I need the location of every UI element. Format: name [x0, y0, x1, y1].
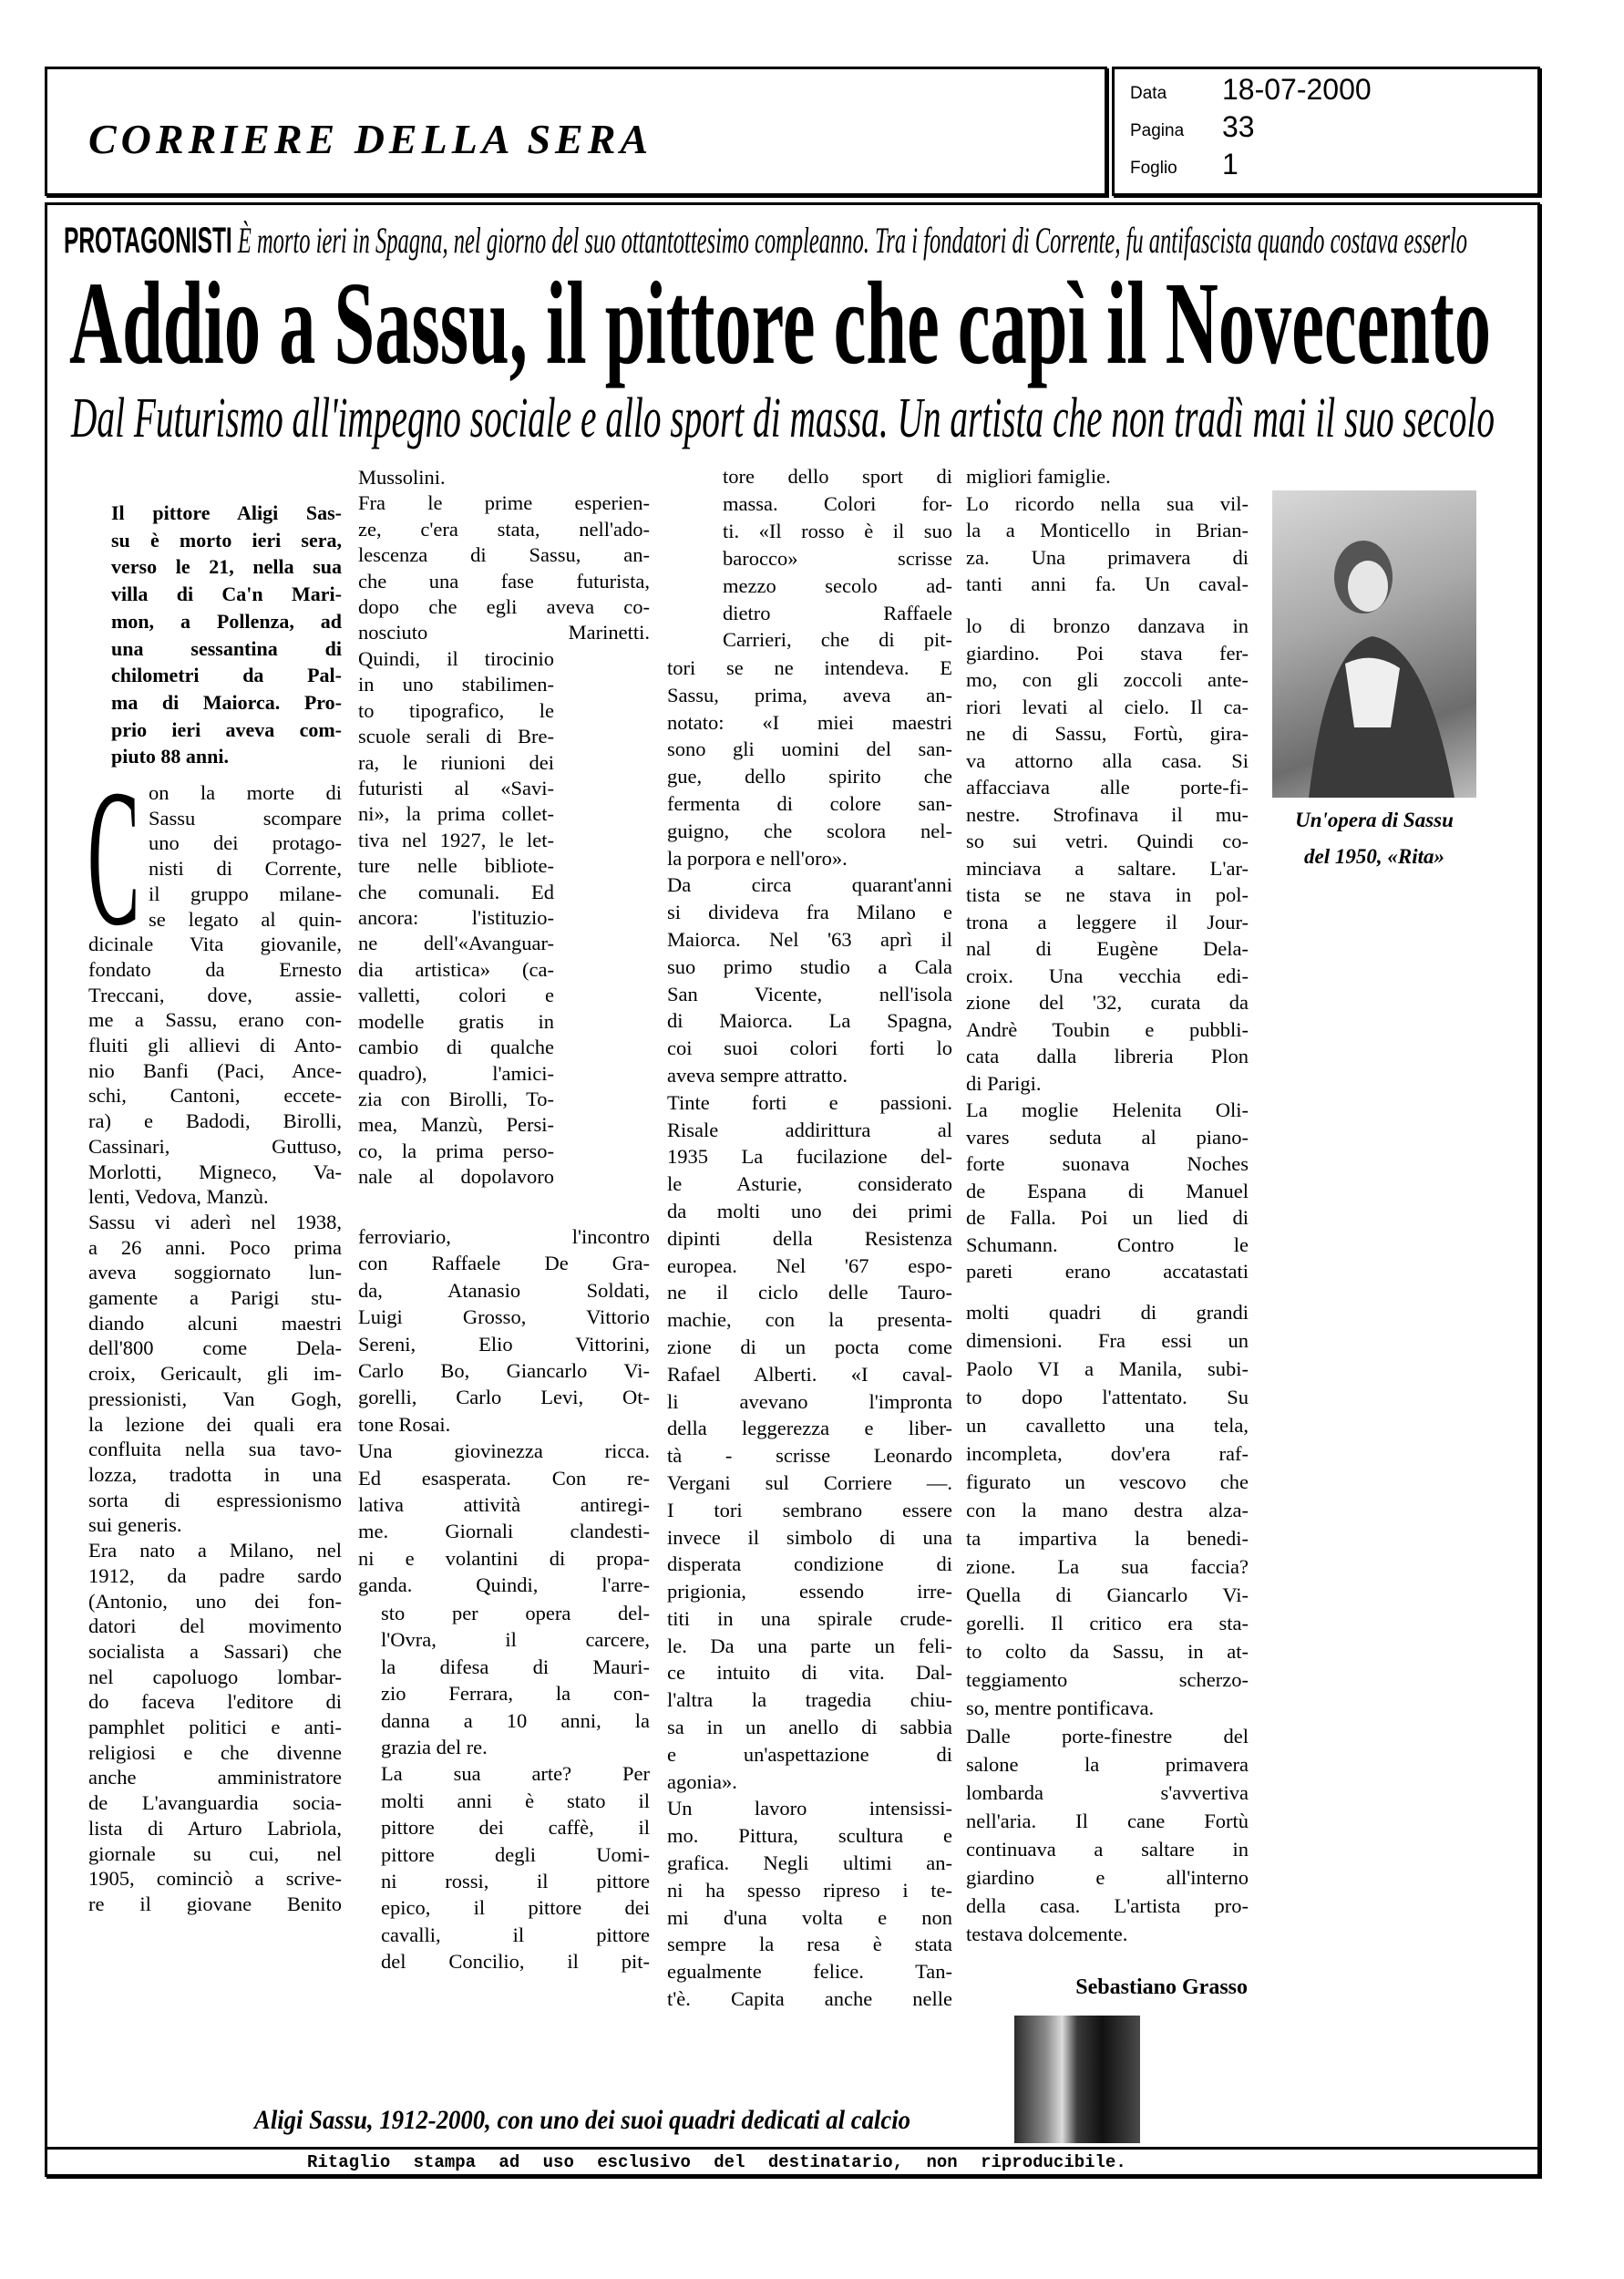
text-line: in uno stabilimen-: [358, 673, 554, 696]
text-line: dietro Raffaele: [723, 601, 952, 624]
text-line: dell'800 come Dela-: [88, 1336, 342, 1360]
text-line: della leggerezza e liber-: [667, 1417, 952, 1440]
text-line: mezzo secolo ad-: [723, 573, 952, 597]
text-line: mi d'una volta e non: [667, 1905, 952, 1929]
text-line: de Falla. Poi un lied di: [966, 1206, 1249, 1229]
text-column-col2b: [358, 646, 554, 1191]
text-line: ne dell'«Avanguar-: [358, 932, 554, 955]
text-line: egualmente felice. Tan-: [667, 1960, 952, 1984]
text-line: nisti di Corrente,: [149, 857, 342, 881]
text-line: l'altra la tragedia chiu-: [667, 1688, 952, 1712]
text-line: forte suonava Noches: [966, 1152, 1249, 1175]
text-line: da, Atanasio Soldati,: [358, 1278, 650, 1302]
date-label: Data: [1130, 84, 1167, 103]
text-line: de L'avanguardia socia-: [88, 1791, 342, 1815]
text-line: trona a leggere il Jour-: [966, 910, 1249, 933]
text-line: lescenza di Sassu, an-: [358, 543, 650, 567]
text-line: ta impartiva la benedi-: [966, 1527, 1249, 1550]
text-line: verso le 21, nella sua: [111, 555, 342, 579]
text-line: tiva nel 1927, le let-: [358, 828, 554, 851]
text-line: pittore degli Uomi-: [381, 1842, 650, 1866]
text-line: San Vicente, nell'isola: [667, 982, 952, 1005]
text-line: La moglie Helenita Oli-: [966, 1098, 1249, 1121]
text-line: giornale su cui, nel: [88, 1841, 342, 1865]
text-line: Andrè Toubin e pubbli-: [966, 1017, 1249, 1041]
text-line: minciava a saltare. L'ar-: [966, 856, 1249, 880]
text-line: vares seduta al piano-: [966, 1125, 1249, 1149]
text-line: Morlotti, Migneco, Va-: [88, 1160, 342, 1183]
text-line: fermenta di colore san-: [667, 791, 952, 815]
text-line: ma di Maiorca. Pro-: [111, 690, 342, 714]
subtitle-text: Dal Futurismo all'impegno sociale e allo sport di massa. Un artista che non tradì mai il suo secolo: [71, 387, 1495, 449]
text-line: aveva sempre attratto.: [667, 1063, 848, 1087]
text-line: on la morte di: [149, 781, 342, 804]
text-line: figurato un vescovo che: [966, 1470, 1249, 1493]
text-line: giardino. Poi stava fer-: [966, 641, 1249, 665]
text-line: ra) e Badodi, Birolli,: [88, 1109, 342, 1133]
text-line: co, la prima perso-: [358, 1139, 554, 1162]
text-line: ra, le riunioni dei: [358, 750, 554, 774]
text-line: pressionisti, Van Gogh,: [88, 1387, 342, 1410]
text-line: anche amministratore: [88, 1766, 342, 1789]
text-line: to colto da Sassu, in at-: [966, 1640, 1249, 1663]
text-line: machie, con la presenta-: [667, 1308, 952, 1332]
text-column-col4a: [966, 463, 1249, 598]
artist-photo: [1014, 2016, 1140, 2143]
text-line: Maiorca. Nel '63 aprì il: [667, 927, 952, 951]
text-line: gamente a Parigi stu-: [88, 1286, 342, 1310]
text-line: nestre. Strofinava il mu-: [966, 802, 1249, 826]
text-line: sono gli uomini del san-: [667, 737, 952, 761]
page-value: 33: [1222, 110, 1255, 143]
text-line: sui generis.: [88, 1513, 182, 1537]
text-line: so sui vetri. Quindi co-: [966, 830, 1249, 852]
text-line: Era nato a Milano, nel: [88, 1539, 342, 1562]
text-line: barocco» scrisse: [723, 546, 952, 570]
text-line: Ed esasperata. Con re-: [358, 1466, 650, 1490]
text-line: lista di Arturo Labriola,: [88, 1816, 342, 1840]
text-line: Una giovinezza ricca.: [358, 1439, 650, 1463]
text-line: fluiti gli allievi di Anto-: [88, 1034, 342, 1057]
text-line: danna a 10 anni, la: [381, 1708, 650, 1732]
text-line: mon, a Pollenza, ad: [111, 609, 342, 633]
text-line: il gruppo milane-: [149, 882, 342, 905]
footer-notice: Ritaglio stampa ad uso esclusivo del destinatario, non riproducibile.: [307, 2152, 1126, 2172]
headline: [69, 258, 1624, 389]
text-line: modelle gratis in: [358, 1009, 554, 1033]
text-line: lombarda s'avvertiva: [966, 1781, 1249, 1804]
text-line: Mussolini.: [358, 466, 446, 489]
text-line: molti anni è stato il: [381, 1789, 650, 1812]
text-line: Sassu scompare: [149, 806, 342, 830]
text-line: Treccani, dove, assie-: [88, 983, 342, 1006]
text-line: tori se ne intendeva. E: [667, 656, 952, 679]
text-line: gorelli, Carlo Levi, Ot-: [358, 1386, 650, 1409]
text-line: nio Banfi (Paci, Ance-: [88, 1058, 342, 1082]
text-line: riori levati al cielo. Il ca-: [966, 695, 1249, 718]
text-line: 1912, da padre sardo: [88, 1563, 342, 1587]
text-line: le Asturie, considerato: [667, 1172, 952, 1196]
text-line: la lezione dei quali era: [88, 1412, 342, 1436]
portrait-figure-icon: [1272, 490, 1476, 798]
text-line: croix, Gericault, gli im-: [88, 1362, 342, 1386]
text-line: ni e volantini di propa-: [358, 1546, 650, 1570]
text-line: li avevano l'impronta: [667, 1389, 952, 1413]
kicker: [64, 222, 1624, 259]
text-line: mo, con gli zoccoli ante-: [966, 668, 1249, 691]
text-line: se legato al quin-: [149, 907, 342, 931]
text-line: che una fase futurista,: [358, 569, 650, 593]
text-line: con Raffaele De Gra-: [358, 1252, 650, 1275]
text-line: che comunali. Ed: [358, 880, 554, 903]
text-line: di Maiorca. La Spagna,: [667, 1009, 952, 1033]
text-line: dimensioni. Fra essi un: [966, 1329, 1249, 1352]
text-line: lenti, Vedova, Manzù.: [88, 1185, 269, 1209]
text-line: ne il ciclo delle Tauro-: [667, 1281, 952, 1304]
text-line: uno dei protago-: [149, 831, 342, 855]
photo-caption-text: Aligi Sassu, 1912-2000, con uno dei suoi quadri dedicati al calcio: [254, 2105, 910, 2135]
text-line: nel capoluogo lombar-: [88, 1665, 342, 1688]
text-line: teggiamento scherzo-: [966, 1668, 1249, 1691]
text-line: testava dolcemente.: [966, 1923, 1128, 1945]
text-line: grafica. Negli ultimi an-: [667, 1851, 952, 1875]
text-line: affacciava alle porte-fi-: [966, 776, 1249, 799]
text-line: con la mano destra alza-: [966, 1499, 1249, 1521]
date-value: 18-07-2000: [1222, 73, 1372, 106]
text-line: si divideva fra Milano e: [667, 901, 952, 924]
text-column-col3a: [723, 463, 952, 654]
text-line: pamphlet politici e anti-: [88, 1716, 342, 1739]
text-line: grazia del re.: [381, 1736, 488, 1759]
text-line: cambio di qualche: [358, 1036, 554, 1059]
text-line: Carrieri, che di pit-: [723, 628, 952, 652]
text-line: ze, c'era stata, nell'ado-: [358, 517, 650, 541]
painting-caption-line: Un'opera di Sassu: [1295, 809, 1454, 831]
text-line: valletti, colori e: [358, 984, 554, 1007]
sheet-value: 1: [1222, 148, 1239, 180]
text-line: gue, dello spirito che: [667, 765, 952, 789]
text-line: so, mentre pontificava.: [966, 1696, 1155, 1719]
text-line: Lo ricordo nella sua vil-: [966, 491, 1249, 515]
text-line: Schumann. Contro le: [966, 1232, 1249, 1256]
text-line: gorelli. Il critico era sta-: [966, 1612, 1249, 1634]
text-line: massa. Colori for-: [723, 491, 952, 515]
text-line: va attorno alla casa. Si: [966, 748, 1249, 772]
text-line: chilometri da Pal-: [111, 664, 342, 687]
text-line: Tinte forti e passioni.: [667, 1090, 952, 1114]
text-line: disperata condizione di: [667, 1552, 952, 1576]
text-line: 1905, cominciò a scrive-: [88, 1867, 342, 1891]
text-line: ferroviario, l'incontro: [358, 1225, 650, 1248]
text-line: giardino e all'interno: [966, 1866, 1249, 1889]
text-line: molti quadri di grandi: [966, 1301, 1249, 1324]
text-line: su è morto ieri sera,: [111, 528, 342, 552]
text-line: dopo che egli aveva co-: [358, 595, 650, 619]
text-column-col3b: [667, 655, 952, 2013]
text-line: datori del movimento: [88, 1614, 342, 1638]
text-line: do faceva l'editore di: [88, 1690, 342, 1714]
text-column-col4c: [966, 1298, 1249, 1948]
text-line: e un'aspettazione di: [667, 1742, 952, 1766]
text-line: pittore dei caffè, il: [381, 1816, 650, 1840]
text-line: ni ha spesso ripreso i te-: [667, 1878, 952, 1902]
text-line: continuava a saltare in: [966, 1838, 1249, 1861]
text-line: diando alcuni maestri: [88, 1311, 342, 1335]
text-line: agonia».: [667, 1769, 737, 1793]
text-line: piuto 88 anni.: [111, 745, 229, 768]
text-line: Luigi Grosso, Vittorio: [358, 1305, 650, 1329]
text-line: salone la primavera: [966, 1753, 1249, 1776]
text-column-col4b: [966, 613, 1249, 1285]
text-line: zione di un pocta come: [667, 1335, 952, 1358]
newspaper-masthead: CORRIERE DELLA SERA: [88, 116, 653, 162]
drop-cap: C: [87, 748, 140, 966]
section-label: PROTAGONISTI: [64, 221, 232, 261]
text-line: me. Giornali clandesti-: [358, 1520, 650, 1543]
text-line: dicinale Vita giovanile,: [88, 933, 342, 956]
text-line: l'Ovra, il carcere,: [381, 1628, 650, 1652]
text-line: confluita nella sua tavo-: [88, 1438, 342, 1461]
text-column-col2a: [358, 465, 650, 646]
text-line: un cavalletto una tela,: [966, 1414, 1249, 1437]
text-line: sorta di espressionismo: [88, 1488, 342, 1511]
text-column-lead: [111, 500, 342, 770]
text-line: me a Sassu, erano con-: [88, 1008, 342, 1032]
text-line: Vergani sul Corriere —.: [667, 1470, 952, 1494]
text-line: croix. Una vecchia edi-: [966, 964, 1249, 987]
text-line: ti. «Il rosso è il suo: [723, 519, 952, 542]
text-line: nale al dopolavoro: [358, 1165, 554, 1189]
text-line: ni rossi, il pittore: [381, 1870, 650, 1893]
text-line: ganda. Quindi, l'arre-: [358, 1573, 650, 1597]
text-line: ancora: l'istituzio-: [358, 906, 554, 930]
text-line: to dopo l'attentato. Su: [966, 1386, 1249, 1408]
kicker-text: È morto ieri in Spagna, nel giorno del suo ottantottesimo compleanno. Tra i fondatori di Corrente, fu antifascista quando costava esserlo: [237, 220, 1468, 261]
text-line: ce intuito di vita. Dal-: [667, 1661, 952, 1685]
text-line: Carlo Bo, Giancarlo Vi-: [358, 1359, 650, 1383]
subtitle: [71, 387, 1624, 449]
text-line: tista se ne stava in pol-: [966, 883, 1249, 906]
text-line: ni», la prima collet-: [358, 802, 554, 826]
text-line: la porpora e nell'oro».: [667, 846, 848, 870]
text-line: nosciuto Marinetti.: [358, 621, 650, 645]
text-line: coi suoi colori forti lo: [667, 1036, 952, 1060]
text-line: zia con Birolli, To-: [358, 1087, 554, 1110]
text-line: religiosi e che divenne: [88, 1740, 342, 1764]
text-line: epico, il pittore dei: [381, 1896, 650, 1920]
text-line: aveva soggiornato lun-: [88, 1261, 342, 1284]
text-line: Rafael Alberti. «I caval-: [667, 1362, 952, 1386]
text-line: quadro), l'amici-: [358, 1061, 554, 1085]
text-line: socialista a Sassari) che: [88, 1639, 342, 1663]
text-line: zione del '32, curata da: [966, 991, 1249, 1014]
text-line: sempre la resa è stata: [667, 1933, 952, 1956]
text-line: Da circa quarant'anni: [667, 873, 952, 897]
text-line: zione. La sua faccia?: [966, 1555, 1249, 1578]
text-line: invece il simbolo di una: [667, 1525, 952, 1549]
text-line: tà - scrisse Leonardo: [667, 1444, 952, 1468]
text-line: pareti erano accatastati: [966, 1260, 1249, 1283]
text-line: scuole serali di Bre-: [358, 725, 554, 748]
text-line: Un lavoro intensissi-: [667, 1797, 952, 1820]
text-line: le. Da una parte un feli-: [667, 1634, 952, 1657]
photo-caption: [254, 2104, 991, 2137]
text-line: Sassu, prima, aveva an-: [667, 683, 952, 706]
text-line: della casa. L'artista pro-: [966, 1894, 1249, 1917]
text-line: de Espana di Manuel: [966, 1179, 1249, 1202]
text-line: ture nelle bibliote-: [358, 854, 554, 878]
page-label: Pagina: [1130, 121, 1185, 140]
text-line: mo. Pittura, scultura e: [667, 1824, 952, 1848]
text-line: za. Una primavera di: [966, 545, 1249, 569]
text-line: di Parigi.: [966, 1071, 1042, 1095]
text-line: migliori famiglie.: [966, 465, 1111, 488]
text-line: una sessantina di: [111, 636, 342, 660]
text-column-col2d: [381, 1600, 650, 1975]
text-line: Quella di Giancarlo Vi-: [966, 1583, 1249, 1606]
painting-caption-line: del 1950, «Rita»: [1304, 845, 1444, 868]
painting-image: [1272, 490, 1476, 798]
text-line: nal di Eugène Dela-: [966, 937, 1249, 960]
text-line: dipinti della Resistenza: [667, 1226, 952, 1250]
text-line: schi, Cantoni, eccete-: [88, 1084, 342, 1108]
text-line: Quindi, il tirocinio: [358, 647, 554, 670]
text-line: guigno, che scolora nel-: [667, 819, 952, 842]
text-line: I tori sembrano essere: [667, 1498, 952, 1521]
text-line: lo di bronzo danzava in: [966, 614, 1249, 637]
headline-text: Addio a Sassu, il pittore che capì il Novecento: [69, 258, 1491, 389]
text-line: Il pittore Aligi Sas-: [111, 501, 342, 524]
text-line: tanti anni fa. Un caval-: [966, 572, 1249, 595]
text-line: dia artistica» (ca-: [358, 957, 554, 981]
byline: Sebastiano Grasso: [1075, 1975, 1248, 1999]
text-line: futuristi al «Savi-: [358, 777, 554, 800]
text-line: mea, Manzù, Persi-: [358, 1113, 554, 1137]
text-line: cata dalla libreria Plon: [966, 1045, 1249, 1067]
text-line: ne di Sassu, Fortù, gira-: [966, 722, 1249, 745]
text-line: sto per opera del-: [381, 1602, 650, 1624]
text-line: da molti uno dei primi: [667, 1199, 952, 1222]
text-line: Sereni, Elio Vittorini,: [358, 1332, 650, 1356]
text-line: prigionia, essendo irre-: [667, 1580, 952, 1604]
text-line: titi in una spirale crude-: [667, 1606, 952, 1630]
text-line: villa di Ca'n Mari-: [111, 583, 342, 606]
text-line: cavalli, il pittore: [381, 1923, 650, 1946]
painting-caption: [1272, 802, 1476, 875]
text-line: Cassinari, Guttuso,: [88, 1134, 342, 1158]
text-line: zio Ferrara, la con-: [381, 1682, 650, 1706]
text-line: Paolo VI a Manila, subi-: [966, 1357, 1249, 1380]
text-line: notato: «I miei maestri: [667, 710, 952, 734]
text-line: re il giovane Benito: [88, 1892, 342, 1915]
text-line: prio ieri aveva com-: [111, 717, 342, 741]
text-line: la a Monticello in Brian-: [966, 519, 1249, 541]
text-line: tone Rosai.: [358, 1412, 451, 1436]
text-line: suo primo studio a Cala: [667, 954, 952, 978]
text-line: a 26 anni. Poco prima: [88, 1235, 342, 1259]
text-line: t'è. Capita anche nelle: [667, 1987, 952, 2011]
text-line: del Concilio, il pit-: [381, 1950, 650, 1974]
text-line: fondato da Ernesto: [88, 957, 342, 981]
text-line: incompleta, dov'era raf-: [966, 1442, 1249, 1465]
text-line: Dalle porte-finestre del: [966, 1725, 1249, 1748]
text-line: to tipografico, le: [358, 698, 554, 722]
text-column-col2c: [358, 1223, 650, 1599]
footer-divider: [45, 2147, 1540, 2150]
text-line: (Antonio, uno dei fon-: [88, 1589, 342, 1613]
text-line: Sassu vi aderì nel 1938,: [88, 1210, 342, 1233]
sheet-label: Foglio: [1130, 159, 1177, 178]
text-line: europea. Nel '67 espo-: [667, 1253, 952, 1277]
text-line: sa in un anello di sabbia: [667, 1716, 952, 1739]
text-line: Risale addirittura al: [667, 1118, 952, 1141]
text-line: lativa attività antiregi-: [358, 1493, 650, 1517]
text-line: 1935 La fucilazione del-: [667, 1145, 952, 1169]
text-line: nell'aria. Il cane Fortù: [966, 1810, 1249, 1832]
text-line: lozza, tradotta in una: [88, 1462, 342, 1486]
text-line: Fra le prime esperien-: [358, 491, 650, 515]
text-line: la difesa di Mauri-: [381, 1655, 650, 1678]
text-line: tore dello sport di: [723, 465, 952, 488]
text-line: La sua arte? Per: [381, 1762, 650, 1786]
